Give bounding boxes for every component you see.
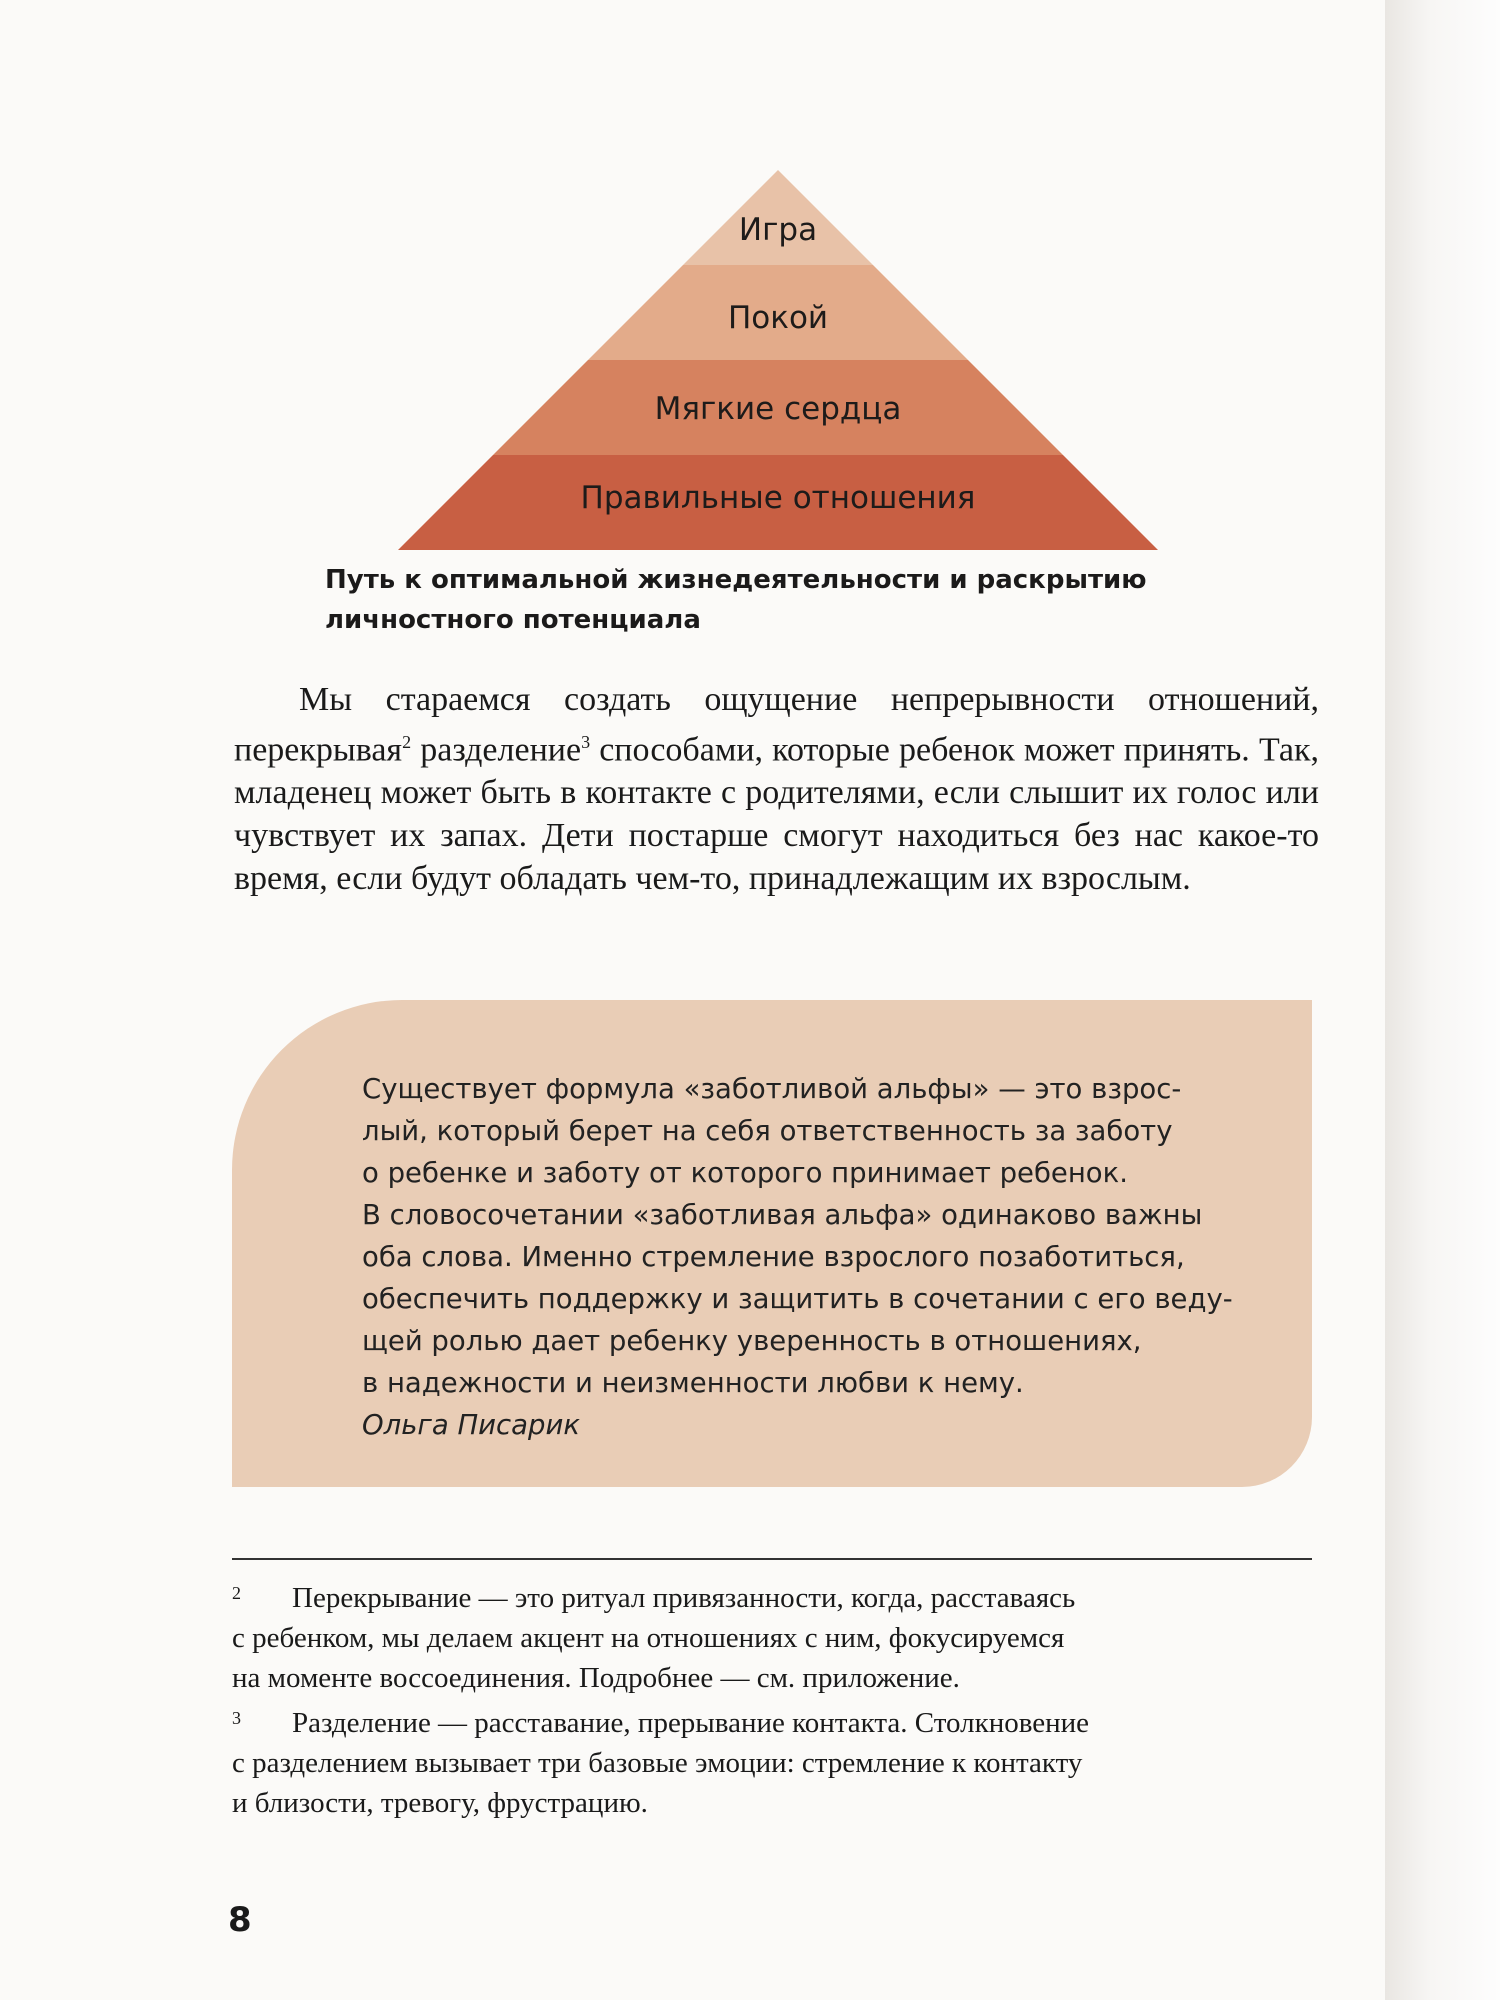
footnote-2 bbox=[232, 1573, 1312, 1698]
pyramid-label-right-relations: Правильные отношения bbox=[580, 480, 976, 516]
body-text-part-1: Мы стараемся создать ощущение непрерывности отношений, перекрывая bbox=[234, 681, 1319, 769]
footnote-divider bbox=[232, 1558, 1312, 1560]
pyramid-label-soft-hearts: Мягкие сердца bbox=[654, 391, 902, 427]
quote-author: Ольга Писарик bbox=[362, 1409, 580, 1441]
quote-line: оба слова. Именно стремление взрослого позаботиться, bbox=[362, 1241, 1185, 1273]
pyramid-label-play: Игра bbox=[738, 212, 818, 248]
page-number: 8 bbox=[228, 1900, 252, 1940]
quote-line: лый, который берет на себя ответственность за заботу bbox=[362, 1115, 1173, 1147]
footnote-line: Перекрывание — это ритуал привязанности, когда, расставаясь bbox=[292, 1582, 1076, 1614]
caption-line-2: личностного потенциала bbox=[325, 605, 701, 635]
footnotes bbox=[232, 1573, 1312, 1823]
quote-line: о ребенке и заботу от которого принимает ребенок. bbox=[362, 1157, 1128, 1189]
footnote-ref-2[interactable]: 2 bbox=[402, 732, 412, 752]
page-edge bbox=[1385, 0, 1500, 2000]
quote-line: Существует формула «заботливой альфы» — это взрос- bbox=[362, 1073, 1182, 1105]
quote-line: в надежности и неизменности любви к нему. bbox=[362, 1367, 1024, 1399]
footnote-3 bbox=[232, 1698, 1312, 1823]
quote-line: обеспечить поддержку и защитить в сочетании с его веду- bbox=[362, 1283, 1233, 1315]
quote-line: В словосочетании «заботливая альфа» одинаково важны bbox=[362, 1199, 1203, 1231]
footnote-line: с ребенком, мы делаем акцент на отношениях с ним, фокусируемся bbox=[232, 1622, 1065, 1654]
footnote-number: 2 bbox=[232, 1583, 241, 1603]
pyramid-label-rest: Покой bbox=[727, 300, 829, 336]
footnote-line: Разделение — расставание, прерывание контакта. Столкновение bbox=[292, 1707, 1090, 1739]
pyramid-caption bbox=[325, 560, 1225, 640]
caption-line-1: Путь к оптимальной жизнедеятельности и раскрытию bbox=[325, 565, 1147, 595]
quote-line: щей ролью дает ребенку уверенность в отношениях, bbox=[362, 1325, 1142, 1357]
footnote-ref-3[interactable]: 3 bbox=[581, 732, 591, 752]
footnote-line: на моменте воссоединения. Подробнее — см. приложение. bbox=[232, 1662, 960, 1694]
footnote-line: с разделением вызывает три базовые эмоции: стремление к контакту bbox=[232, 1747, 1083, 1779]
footnote-line: и близости, тревогу, фрустрацию. bbox=[232, 1787, 648, 1819]
body-text-part-2: разделение bbox=[411, 731, 582, 769]
body-text-part-3: способами, которые ребенок может принять. Так, младенец может быть в контакте с родителями, если слышит их голос или чувствует их запах. Дети постарше смогут находиться без нас какое-то время, если будут обладать чем-то, принадлежащим их взрослым. bbox=[234, 731, 1319, 898]
footnote-number: 3 bbox=[232, 1708, 241, 1728]
quote-text bbox=[362, 1068, 1242, 1446]
body-paragraph bbox=[234, 678, 1319, 900]
